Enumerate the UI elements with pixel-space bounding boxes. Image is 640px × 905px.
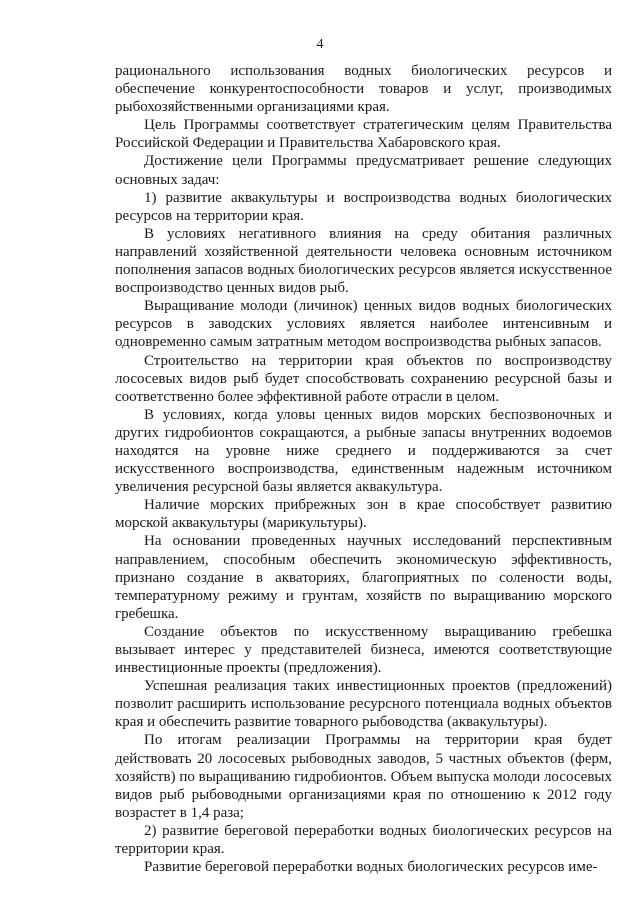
page-number: 4: [316, 37, 324, 52]
paragraph: Цель Программы соответствует стратегическим целям Правительства Российской Федерации и Правительства Хабаровского края.: [115, 117, 612, 152]
paragraph: 2) развитие береговой переработки водных биологических ресурсов на территории края.: [115, 822, 612, 858]
paragraph: Развитие береговой переработки водных биологических ресурсов име-: [144, 859, 598, 876]
paragraph: В условиях негативного влияния на среду обитания различных направлений хозяйственной деятельности человека основным источником пополнения запасов водных биологических ресурсов является искусственное воспроизводство ценных видов рыб.: [115, 225, 612, 297]
paragraph: рационального использования водных биологических ресурсов и обеспечение конкурентоспособности товаров и услуг, производимых рыбохозяйственными организациями края.: [115, 63, 612, 116]
paragraph: В условиях, когда уловы ценных видов морских беспозвоночных и других гидробионтов сокращаются, а рыбные запасы внутренних водоемов находятся на уровне ниже среднего и поддерживаются за счет искусственного воспроизводства, единственным надежным источником увеличения ресурсной базы является аквакультура.: [115, 406, 612, 496]
paragraph: Строительство на территории края объектов по воспроизводству лососевых видов рыб будет способствовать сохранению ресурсной базы и соответственно более эффективной работе отрасли в целом.: [115, 352, 612, 405]
paragraph: Достижение цели Программы предусматривает решение следующих основных задач:: [115, 153, 612, 188]
document-body: [115, 62, 612, 876]
paragraph: 1) развитие аквакультуры и воспроизводства водных биологических ресурсов на территории края.: [115, 189, 612, 224]
paragraph: По итогам реализации Программы на территории края будет действовать 20 лососевых рыбоводных заводов, 5 частных объектов (ферм, хозяйств) по выращиванию гидробионтов. Объем выпуска молоди лососевых видов рыб рыбоводными организациями края по отношению к 2012 году возрастет в 1,4 раза;: [115, 732, 612, 821]
paragraph: Наличие морских прибрежных зон в крае способствует развитию морской аквакультуры (марикультуры).: [115, 497, 612, 532]
paragraph: Успешная реализация таких инвестиционных проектов (предложений) позволит расширить использование ресурсного потенциала водных объектов края и обеспечить развитие товарного рыбоводства (аквакультуры).: [115, 678, 612, 731]
paragraph: На основании проведенных научных исследований перспективным направлением, способным обеспечить экономическую эффективность, признано создание в акваториях, благоприятных по солености воды, температурному режиму и грунтам, хозяйств по выращиванию морского гребешка.: [115, 533, 612, 622]
paragraph: Создание объектов по искусственному выращиванию гребешка вызывает интерес у представителей бизнеса, имеются соответствующие инвестиционные проекты (предложения).: [115, 623, 612, 677]
paragraph: Выращивание молоди (личинок) ценных видов водных биологических ресурсов в заводских условиях является наиболее интенсивным и одновременно самым затратным методом воспроизводства рыбных запасов.: [115, 298, 612, 351]
